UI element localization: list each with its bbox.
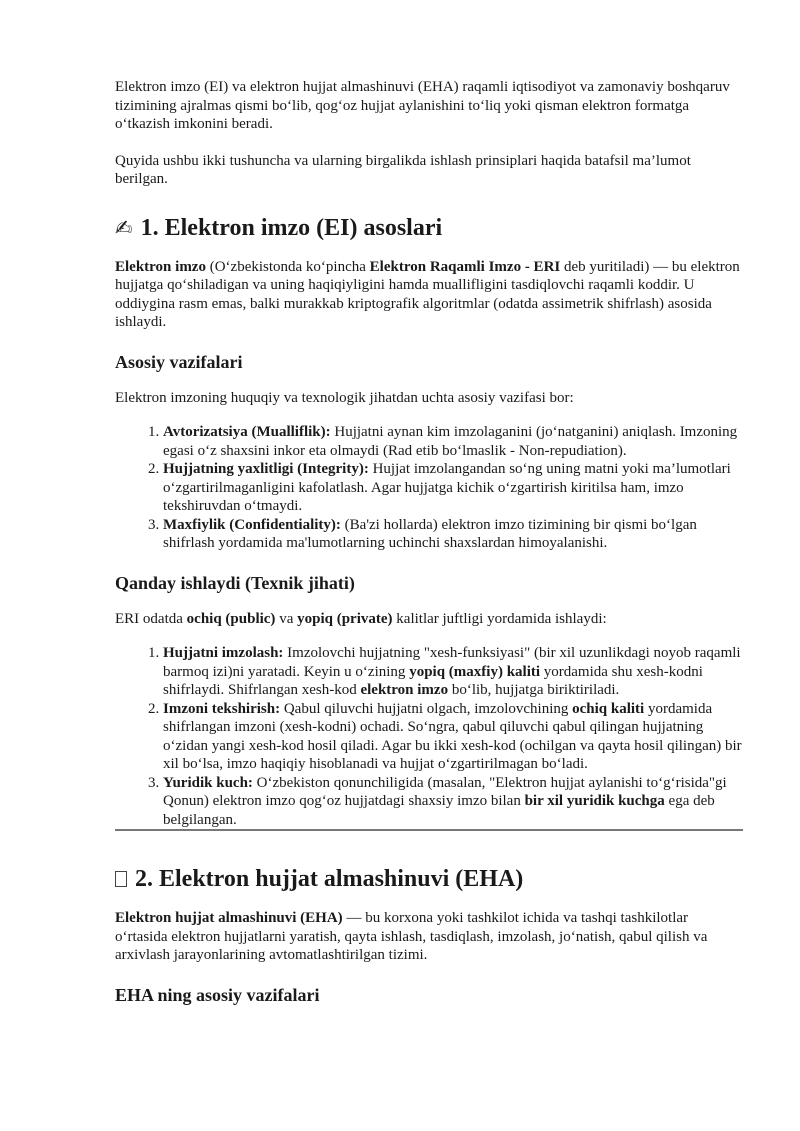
subheading-eha-vazifalari: EHA ning asosiy vazifalari (115, 984, 320, 1005)
item-term: yopiq (maxfiy) kaliti (409, 663, 541, 680)
how-it-works-list (115, 644, 743, 829)
item-term: elektron imzo (360, 682, 449, 698)
list-item (163, 460, 743, 516)
list-item (163, 423, 743, 460)
list-item (163, 700, 743, 774)
item-text: ega deb belgilangan. (163, 793, 715, 828)
item-text: yordamida shifrlangan imzoni (xesh-kodni) ochadi. So‘ngra, qabul qiluvchi qabul qilingan hujjatning o‘zidan yangi xesh-kod hosil qiladi. Agar bu ikki xesh-kod (ochilgan va qayta hosil qilingan) bir xil bo‘lsa, imzo haqiqiy hisoblanadi va hujjat o‘zgartirilmagan bo‘ladi. (163, 700, 742, 772)
text-run: va (275, 610, 298, 627)
item-text: (Ba'zi hollarda) elektron imzo tizimining bir qismi bo‘lgan shifrlash yordamida ma'lumotlarning uchinchi shaxslardan himoyalanishi. (163, 516, 697, 551)
item-term: Hujjatning yaxlitligi (Integrity): (163, 461, 369, 477)
item-term: Yuridik kuch: (163, 774, 253, 791)
text-run: kalitlar juftligi yordamida ishlaydi: (392, 610, 607, 627)
section-1-title: 1. Elektron imzo (EI) asoslari (140, 214, 443, 241)
item-term: Imzoni tekshirish: (163, 700, 281, 717)
intro-paragraph: Elektron imzo (EI) va elektron hujjat almashinuvi (EHA) raqamli iqtisodiyot va zamonaviy boshqaruv tizimining ajralmas qismi bo‘lib, qog‘oz hujjat aylanishini to‘liq yoki qisman elektron formatga o‘tkazish imkonini beradi. (115, 79, 730, 132)
writing-hand-icon: ✍ (115, 215, 133, 240)
item-text: Qabul qiluvchi hujjatni olgach, imzolovchining (280, 700, 573, 717)
item-term: Avtorizatsiya (Mualliflik): (163, 424, 331, 440)
item-term: ochiq kaliti (572, 700, 645, 717)
sub2-intro (115, 610, 743, 629)
text-run: (O‘zbekistonda ko‘pincha (205, 258, 370, 275)
item-term: Maxfiylik (Confidentiality): (163, 516, 341, 533)
missing-glyph-icon (115, 871, 127, 887)
term-ochiq: ochiq (public) (186, 610, 276, 627)
section-2-intro (115, 909, 743, 965)
term-elektron-imzo: Elektron imzo (115, 258, 206, 275)
list-item (163, 516, 743, 553)
section-2-title: 2. Elektron hujjat almashinuvi (EHA) (135, 866, 524, 892)
list-item (163, 644, 743, 700)
item-text: bo‘lib, hujjatga biriktiriladi. (448, 682, 620, 698)
text-run: — bu korxona yoki tashkilot ichida va tashqi tashkilotlar o‘rtasida elektron hujjatlarni yaratish, qayta ishlash, tasdiqlash, imzolash, jo‘natish, qabul qilish va arxivlash jarayonlarining avtomatlashtirilgan tizimi. (115, 910, 708, 963)
intro-paragraph-2: Quyida ushbu ikki tushuncha va ularning birgalikda ishlash prinsiplari haqida batafsil ma’lumot berilgan. (115, 152, 691, 187)
text-run: ERI odatda (115, 610, 187, 627)
item-text: Hujjatni aynan kim imzolaganini (jo‘natganini) aniqlash. Imzoning egasi o‘z shaxsini inkor eta olmaydi (Rad etib bo‘lmaslik - Non-repudiation). (163, 424, 738, 459)
item-text: Hujjat imzolangandan so‘ng uning matni yoki ma’lumotlari o‘zgartirilmaganligini kafolatlash. Agar hujjatga kichik o‘zgartirish kiritilsa ham, imzo tekshiruvdan o‘tmaydi. (163, 461, 731, 514)
document-page (115, 70, 743, 1006)
list-item (163, 774, 743, 830)
item-term: Hujjatni imzolash: (163, 645, 284, 661)
term-eha: Elektron hujjat almashinuvi (EHA) (115, 910, 343, 926)
item-term: bir xil yuridik kuchga (524, 793, 665, 809)
section-2-heading (115, 864, 743, 894)
section-divider (115, 829, 743, 831)
sub1-intro: Elektron imzoning huquqiy va texnologik jihatdan uchta asosiy vazifasi bor: (115, 389, 574, 406)
functions-list (115, 423, 743, 553)
item-text: Imzolovchi hujjatning "xesh-funksiyasi" (bir xil uzunlikdagi noyob raqamli barmoq izi)ni yaratadi. Keyin u o‘zining (163, 645, 741, 680)
subheading-qanday-ishlaydi: Qanday ishlaydi (Texnik jihati) (115, 572, 355, 593)
item-text: yordamida shu xesh-kodni shifrlaydi. Shifrlangan xesh-kod (163, 663, 703, 698)
subheading-asosiy-vazifalari: Asosiy vazifalari (115, 351, 243, 372)
section-1-heading (115, 213, 743, 243)
term-eri: Elektron Raqamli Imzo - ERI (369, 258, 561, 275)
section-1-intro (115, 258, 743, 332)
text-run: deb yuritiladi) — bu elektron hujjatga qo‘shiladigan va uning haqiqiyligini hamda muallifligini tasdiqlovchi raqamli koddir. U oddiygina rasm emas, balki murakkab kriptografik algoritmlar (odatda assimetrik shifrlash) asosida ishlaydi. (115, 258, 740, 330)
item-text: O‘zbekiston qonunchiligida (masalan, "Elektron hujjat aylanishi to‘g‘risida"gi Qonun) elektron imzo qog‘oz hujjatdagi shaxsiy imzo bilan (163, 774, 727, 809)
term-yopiq: yopiq (private) (297, 610, 393, 627)
